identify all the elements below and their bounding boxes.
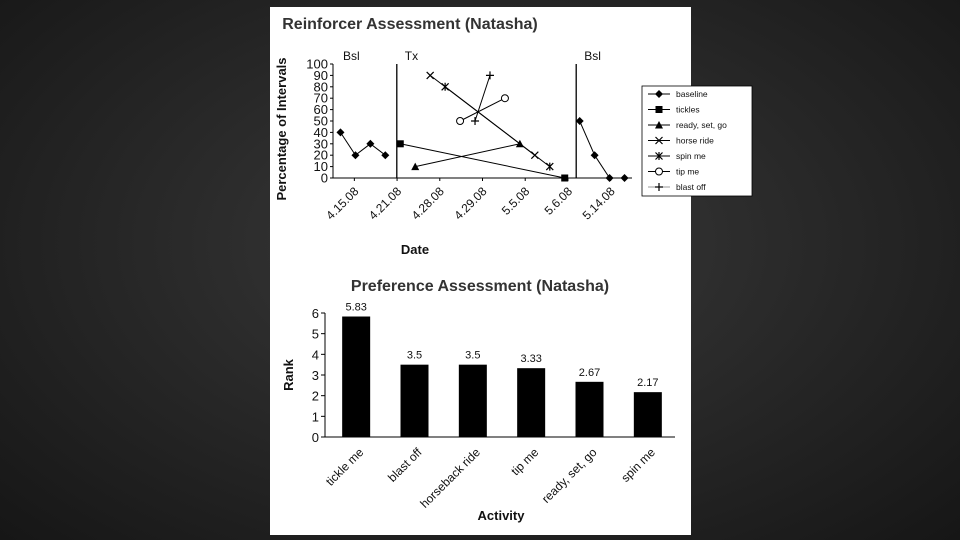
series-line [415,144,520,167]
preference-y-tick-label: 6 [311,306,319,321]
bar [401,365,429,437]
reinforcer-x-tick-label: 5.5.08 [498,184,533,218]
phase-label: Bsl [343,49,360,63]
reinforcer-assessment-panel [270,7,727,267]
data-point [397,140,404,147]
reinforcer-assessment-chart [270,7,727,267]
reinforcer-y-tick-label: 40 [313,124,328,140]
bar-value-label: 2.67 [578,366,601,379]
legend-label: horse ride [676,135,714,146]
data-point [576,117,584,125]
reinforcer-y-tick-label: 100 [306,56,328,72]
preference-y-axis-title: Rank [281,359,296,391]
reinforcer-y-axis-title: Percentage of Intervals [274,57,289,201]
bar [634,392,662,437]
reinforcer-y-tick-label: 50 [313,113,328,129]
data-point [351,151,359,159]
preference-x-tick-label: spin me [618,445,658,485]
legend-label: tickles [676,104,700,115]
preference-assessment-chart [270,267,691,535]
reinforcer-y-tick-label: 0 [320,170,328,186]
reinforcer-legend [642,86,752,196]
bar-value-label: 3.5 [465,349,481,362]
series-line [400,144,564,178]
data-point [457,118,464,125]
bar-value-label: 3.5 [406,349,423,362]
preference-x-tick-label: blast off [385,445,425,485]
preference-y-tick-label: 4 [311,347,319,363]
data-point [546,163,553,171]
data-point [561,175,568,182]
reinforcer-y-tick-label: 10 [313,159,328,175]
reinforcer-chart-title: Reinforcer Assessment (Natasha) [282,16,538,33]
data-point [381,151,389,159]
reinforcer-x-tick-label: 4.28.08 [408,184,447,223]
reinforcer-y-tick-label: 30 [313,136,328,152]
phase-label: Bsl [584,49,601,63]
legend-label: ready, set, go [676,120,727,130]
bar-value-label: 5.83 [345,301,367,314]
series-line [460,98,505,121]
data-point [336,128,344,136]
preference-x-tick-label: ready, set, go [538,445,600,506]
series-line [340,132,385,155]
bar [576,382,604,437]
preference-y-tick-label: 3 [311,368,319,383]
data-point [427,72,434,79]
data-point [621,174,629,182]
bar-value-label: 2.17 [637,377,659,390]
legend-label: spin me [676,151,706,161]
data-point [366,140,374,148]
bar-value-label: 3.33 [520,353,542,366]
bar [517,368,545,437]
preference-chart-title: Preference Assessment (Natasha) [350,278,610,295]
reinforcer-y-tick-label: 60 [313,102,328,118]
preference-x-tick-label: tickle me [322,445,367,489]
reinforcer-x-axis-title: Date [400,242,430,257]
preference-y-tick-label: 5 [311,326,319,342]
data-point [442,83,449,91]
reinforcer-x-tick-label: 4.15.08 [323,184,362,223]
preference-y-tick-label: 2 [311,388,319,404]
series-blast-off [471,71,494,125]
preference-y-tick-label: 0 [311,430,319,445]
reinforcer-x-tick-label: 4.29.08 [451,184,490,223]
legend-label: blast off [676,182,706,192]
series-line [580,121,625,178]
legend-label: baseline [676,89,708,99]
reinforcer-y-tick-label: 80 [313,79,328,95]
preference-x-axis-title: Activity [477,508,525,523]
preference-assessment-panel [270,267,691,535]
bar [459,365,487,437]
series-baseline [336,117,628,182]
preference-x-tick-label: horseback ride [417,445,483,511]
series-line [445,87,550,167]
reinforcer-x-tick-label: 5.6.08 [541,184,576,218]
phase-label: Tx [404,49,419,63]
data-point [656,168,663,175]
reinforcer-y-tick-label: 70 [313,90,328,106]
data-point [486,71,494,79]
data-point [606,174,614,182]
reinforcer-x-tick-label: 5.14.08 [579,184,618,223]
data-point [591,151,599,159]
legend-label: tip me [676,166,700,177]
reinforcer-y-tick-label: 90 [313,67,328,83]
reinforcer-y-tick-label: 20 [313,147,328,163]
preference-x-tick-label: tip me [508,445,542,479]
reinforcer-x-tick-label: 4.21.08 [365,184,405,223]
data-point [471,117,479,125]
series-line [475,75,490,121]
preference-y-tick-label: 1 [311,409,319,425]
data-point [501,95,508,102]
data-point [656,106,663,113]
bar [342,317,370,437]
